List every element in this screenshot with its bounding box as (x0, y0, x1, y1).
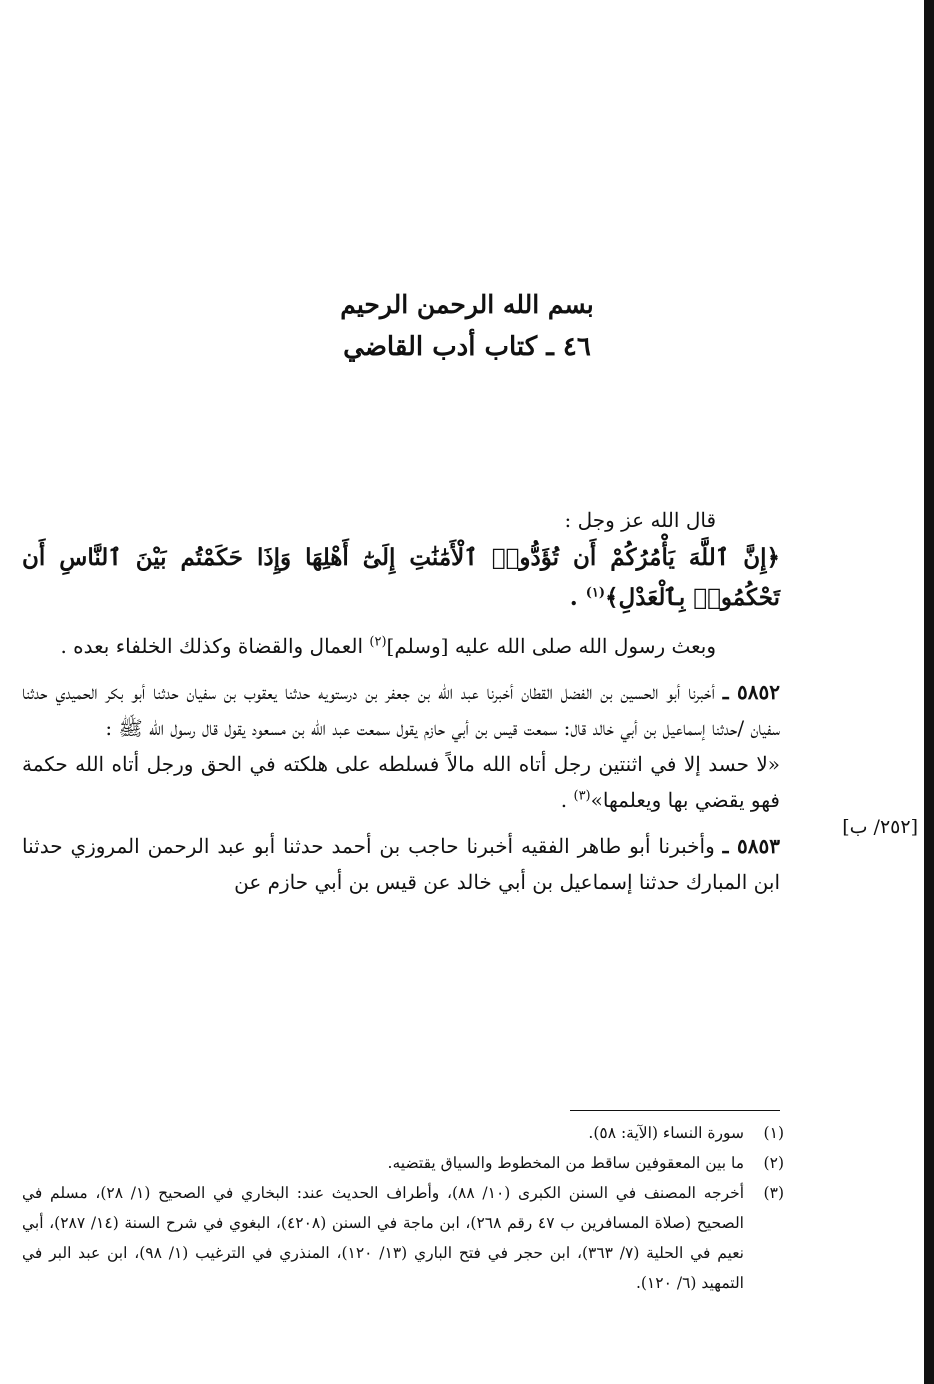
hadith-5853 (22, 828, 780, 900)
footnote-ref-3: (٣) (573, 788, 591, 804)
chapter-title: ٤٦ ـ كتاب أدب القاضي (343, 332, 591, 362)
footnote-number: (٢) (763, 1154, 784, 1172)
hadith-5852-chain: أخبرنا أبو الحسين بن الفضل القطان أخبرنا عبد الله بن جعفر بن درستويه حدثنا يعقوب بن سفيان حدثنا أبو بكر الحميدي حدثنا سفيان /حدثنا إسماعيل بن أبي خالد قال: سمعت قيس بن أبي حازم يقول سمعت عبد الله بن مسعود يقول قال رسول الله ﷺ : (22, 680, 780, 740)
footnote-ref-1: (١) (585, 585, 606, 601)
footnote-3 (22, 1178, 784, 1298)
footnote-1 (22, 1118, 784, 1148)
quran-verse (22, 538, 780, 618)
footnote-number: (١) (763, 1124, 784, 1142)
page-edge-shadow (924, 0, 934, 1384)
main-text (22, 502, 780, 900)
footnotes (22, 1118, 784, 1298)
verse-end: . (569, 584, 586, 611)
footnote-text: ما بين المعقوفين ساقط من المخطوط والسياق يقتضيه. (387, 1154, 744, 1172)
verse-text: ﴿إِنَّ ٱللَّهَ يَأْمُرُكُمْ أَن تُؤَدُّوا۟ ٱلْأَمَٰنَٰتِ إِلَىٰٓ أَهْلِهَا وَإِذَا حَكَمْتُم بَيْنَ ٱلنَّاسِ أَن تَحْكُمُوا۟ بِٱلْعَدْلِ﴾ (22, 544, 780, 611)
footnote-text: أخرجه المصنف في السنن الكبرى (١٠/ ٨٨)، وأطراف الحديث عند: البخاري في الصحيح (١/ ٢٨)، مسلم في الصحيح (صلاة المسافرين ب ٤٧ رقم ٢٦٨)، ابن ماجة في السنن (٤٢٠٨)، البغوي في شرح السنة (١٤/ ٢٨٧)، أبي نعيم في الحلية (٧/ ٣٦٣)، ابن حجر في فتح الباري (١٣/ ١٢٠)، المنذري في الترغيب (١/ ٩٨)، ابن عبد البر في التمهيد (٦/ ١٢٠). (22, 1184, 745, 1292)
footnote-ref-2: (٢) (369, 634, 387, 650)
paragraph-1 (22, 628, 780, 664)
hadith-number-5852: ٥٨٥٢ ـ (722, 680, 780, 704)
paragraph-1-a: وبعث رسول الله صلى الله عليه [وسلم] (386, 634, 716, 658)
footnote-divider (570, 1110, 780, 1111)
footnote-2 (22, 1148, 784, 1178)
hadith-5852-text (22, 746, 780, 818)
hadith-5853-chain: وأخبرنا أبو طاهر الفقيه أخبرنا حاجب بن أحمد حدثنا أبو عبد الرحمن المروزي حدثنا ابن المبارك حدثنا إسماعيل بن أبي خالد عن قيس بن أبي حازم عن (22, 834, 780, 894)
footnote-number: (٣) (763, 1184, 784, 1202)
hadith-end: . (560, 788, 574, 812)
hadith-quote: «لا حسد إلا في اثنتين رجل أتاه الله مالاً فسلطه على هلكته في الحق ورجل أتاه الله حكمة فهو يقضي بها ويعلمها» (22, 752, 780, 812)
intro-line: قال الله عز وجل : (564, 508, 716, 532)
hadith-5852 (22, 674, 780, 746)
basmala-heading: بسم الله الرحمن الرحيم (340, 290, 594, 319)
footnote-text: سورة النساء (الآية: ٥٨). (588, 1124, 744, 1142)
paragraph-1-b: العمال والقضاة وكذلك الخلفاء بعده . (60, 634, 370, 658)
hadith-number-5853: ٥٨٥٣ ـ (722, 834, 780, 858)
manuscript-folio-marker: [٢٥٢/ ب] (842, 816, 918, 838)
